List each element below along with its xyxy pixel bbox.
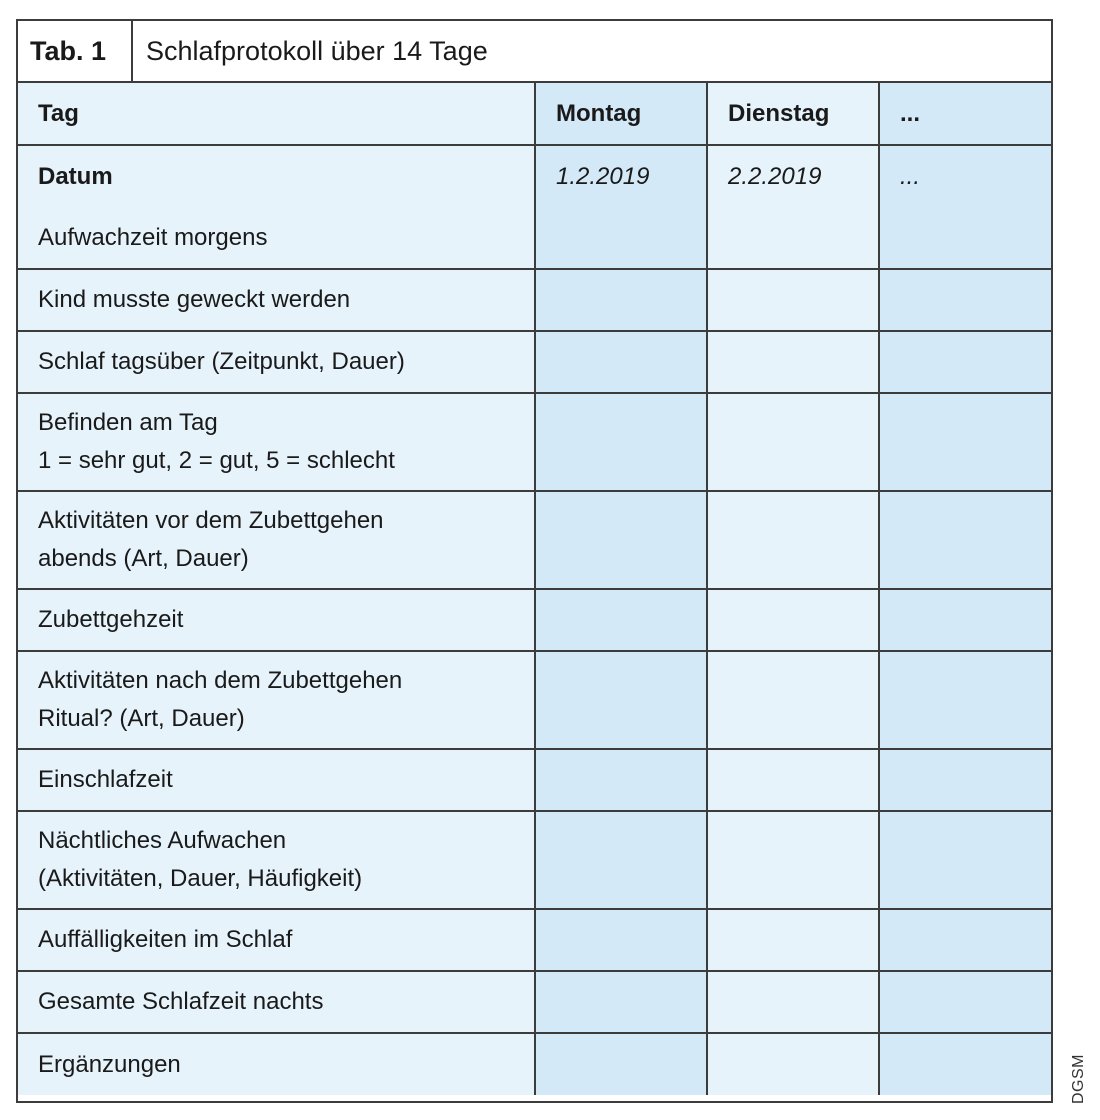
date-label: Datum [18,145,535,207]
row-label-line1: Kind musste geweckt werden [38,286,351,313]
table-row [18,331,1051,393]
entry-cell-more[interactable] [879,269,1051,331]
table-row [18,749,1051,811]
table-row [18,1033,1051,1095]
entry-cell-tuesday[interactable] [707,269,879,331]
entry-cell-more[interactable] [879,491,1051,589]
table-row [18,651,1051,749]
entry-cell-monday[interactable] [535,811,707,909]
row-label [18,331,535,393]
entry-cell-tuesday[interactable] [707,651,879,749]
entry-cell-more[interactable] [879,909,1051,971]
header-label: Tag [18,83,535,145]
row-label-line1: Befinden am Tag [38,409,218,436]
entry-cell-more[interactable] [879,811,1051,909]
table-number: Tab. 1 [18,21,133,81]
entry-cell-more[interactable] [879,1033,1051,1095]
row-label-line1: Auffälligkeiten im Schlaf [38,926,293,953]
row-label-line1: Zubettgehzeit [38,606,184,633]
entry-cell-monday[interactable] [535,749,707,811]
row-label-line1: Aufwachzeit morgens [38,223,268,251]
table-row [18,909,1051,971]
row-label-line1: Aktivitäten nach dem Zubettgehen [38,667,403,694]
table-title-row [18,21,1051,83]
row-label [18,909,535,971]
header-row [18,83,1051,145]
entry-cell-monday[interactable] [535,207,707,269]
source-credit [1066,1048,1096,1108]
entry-cell-tuesday[interactable] [707,207,879,269]
date-tuesday: 2.2.2019 [707,145,879,207]
entry-cell-tuesday[interactable] [707,1033,879,1095]
source-credit-text: DGSM [1070,1054,1087,1104]
day-header-monday: Montag [535,83,707,145]
entry-cell-monday[interactable] [535,269,707,331]
entry-cell-monday[interactable] [535,909,707,971]
entry-cell-more[interactable] [879,651,1051,749]
row-label [18,491,535,589]
entry-cell-tuesday[interactable] [707,491,879,589]
entry-cell-monday[interactable] [535,393,707,491]
entry-cell-tuesday[interactable] [707,589,879,651]
row-label [18,971,535,1033]
table-row [18,589,1051,651]
row-label [18,207,535,269]
row-label-line1: Gesamte Schlafzeit nachts [38,988,324,1015]
day-header-more: ... [879,83,1051,145]
row-label [18,811,535,909]
date-row [18,145,1051,207]
row-label-line2: Ritual? (Art, Dauer) [38,705,245,732]
row-label-line1: Schlaf tagsüber (Zeitpunkt, Dauer) [38,348,405,375]
row-label [18,393,535,491]
date-monday: 1.2.2019 [535,145,707,207]
entry-cell-more[interactable] [879,393,1051,491]
row-label-line1: Einschlafzeit [38,766,173,793]
entry-cell-more[interactable] [879,749,1051,811]
table-row [18,207,1051,269]
entry-cell-monday[interactable] [535,651,707,749]
row-label-line1: Nächtliches Aufwachen [38,827,287,854]
entry-cell-monday[interactable] [535,491,707,589]
entry-cell-more[interactable] [879,971,1051,1033]
table-row [18,491,1051,589]
row-label [18,1033,535,1095]
table-row [18,269,1051,331]
date-more: ... [879,145,1051,207]
entry-cell-monday[interactable] [535,1033,707,1095]
table-title: Schlafprotokoll über 14 Tage [146,36,488,66]
entry-cell-tuesday[interactable] [707,331,879,393]
entry-cell-tuesday[interactable] [707,749,879,811]
entry-cell-more[interactable] [879,589,1051,651]
entry-cell-monday[interactable] [535,331,707,393]
entry-cell-tuesday[interactable] [707,811,879,909]
row-label-line2: abends (Art, Dauer) [38,545,249,572]
row-label-line1: Aktivitäten vor dem Zubettgehen [38,507,384,534]
row-label-line1: Ergänzungen [38,1050,181,1078]
row-label [18,749,535,811]
entry-cell-tuesday[interactable] [707,971,879,1033]
row-label [18,589,535,651]
row-label [18,651,535,749]
entry-cell-more[interactable] [879,331,1051,393]
entry-cell-monday[interactable] [535,589,707,651]
entry-cell-tuesday[interactable] [707,393,879,491]
table-row [18,971,1051,1033]
entry-cell-tuesday[interactable] [707,909,879,971]
table-row [18,393,1051,491]
day-header-tuesday: Dienstag [707,83,879,145]
row-label [18,269,535,331]
entry-cell-monday[interactable] [535,971,707,1033]
entry-cell-more[interactable] [879,207,1051,269]
row-label-line2: (Aktivitäten, Dauer, Häufigkeit) [38,865,363,892]
table-row [18,811,1051,909]
sleep-log-table [18,83,1051,1095]
table-frame [16,19,1053,1103]
row-label-line2: 1 = sehr gut, 2 = gut, 5 = schlecht [38,447,395,474]
